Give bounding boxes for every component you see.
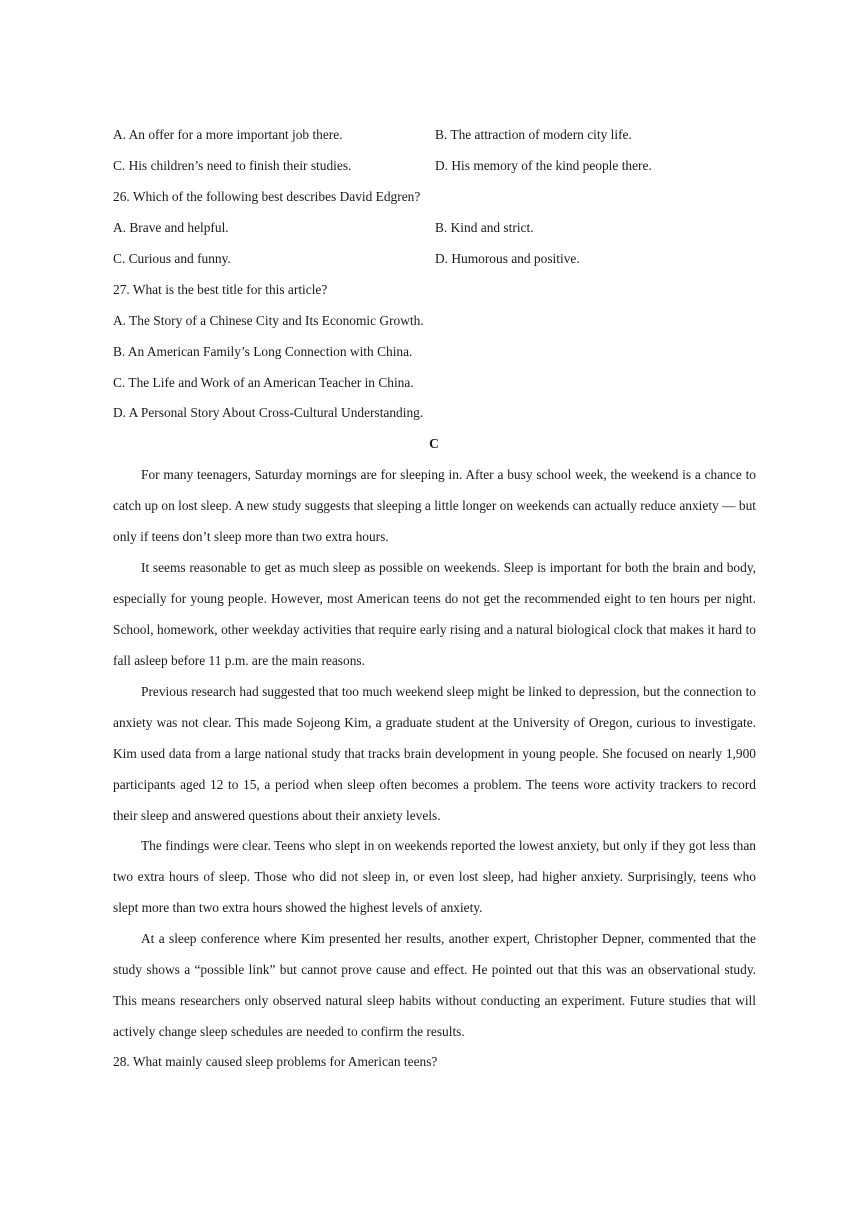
passage-paragraph-4: The findings were clear. Teens who slept in on weekends reported the lowest anxiety, but only if they got less than two extra hours of sleep. Those who did not sleep in, or even lost sleep, had higher anxiety. Surprisingly, teens who slept more than two extra hours showed the highest levels of anxiety.: [113, 838, 756, 915]
passage-paragraph-3: Previous research had suggested that too much weekend sleep might be linked to depression, but the connection to anxiety was not clear. This made Sojeong Kim, a graduate student at the University of Oregon, curious to investigate. Kim used data from a large national study that tracks brain development in young people. She focused on nearly 1,900 participants aged 12 to 15, a period when sleep often becomes a problem. The teens wore activity trackers to record their sleep and answered questions about their anxiety levels.: [113, 684, 756, 823]
q25-option-b: B. The attraction of modern city life.: [435, 127, 632, 142]
q27-option-b: B. An American Family’s Long Connection with China.: [113, 344, 413, 359]
passage-paragraph-2: It seems reasonable to get as much sleep as possible on weekends. Sleep is important for both the brain and body, especially for young people. However, most American teens do not get the recommended eight to ten hours per night. School, homework, other weekday activities that require early rising and a natural biological clock that makes it hard to fall asleep before 11 p.m. are the main reasons.: [113, 560, 756, 668]
passage-paragraph-5: At a sleep conference where Kim presented her results, another expert, Christopher Depner, commented that the study shows a “possible link” but cannot prove cause and effect. He pointed out that this was an observational study. This means researchers only observed natural sleep habits without conducting an experiment. Future studies that will actively change sleep schedules are needed to confirm the results.: [113, 931, 756, 1039]
section-label: C: [429, 436, 439, 451]
q27-question: 27. What is the best title for this article?: [113, 282, 328, 297]
q28-question: 28. What mainly caused sleep problems for American teens?: [113, 1054, 438, 1069]
q26-option-b: B. Kind and strict.: [435, 220, 534, 235]
q26-question: 26. Which of the following best describes David Edgren?: [113, 189, 421, 204]
q25-option-c: C. His children’s need to finish their studies.: [113, 158, 352, 173]
q25-option-d: D. His memory of the kind people there.: [435, 158, 652, 173]
q25-option-a: A. An offer for a more important job there.: [113, 127, 343, 142]
q26-option-c: C. Curious and funny.: [113, 251, 231, 266]
q27-option-a: A. The Story of a Chinese City and Its Economic Growth.: [113, 313, 424, 328]
q26-option-a: A. Brave and helpful.: [113, 220, 229, 235]
q26-option-d: D. Humorous and positive.: [435, 251, 580, 266]
q27-option-d: D. A Personal Story About Cross-Cultural Understanding.: [113, 405, 424, 420]
q27-option-c: C. The Life and Work of an American Teacher in China.: [113, 375, 414, 390]
passage-paragraph-1: For many teenagers, Saturday mornings are for sleeping in. After a busy school week, the weekend is a chance to catch up on lost sleep. A new study suggests that sleeping a little longer on weekends can actually reduce anxiety — but only if teens don’t sleep more than two extra hours.: [113, 467, 756, 544]
